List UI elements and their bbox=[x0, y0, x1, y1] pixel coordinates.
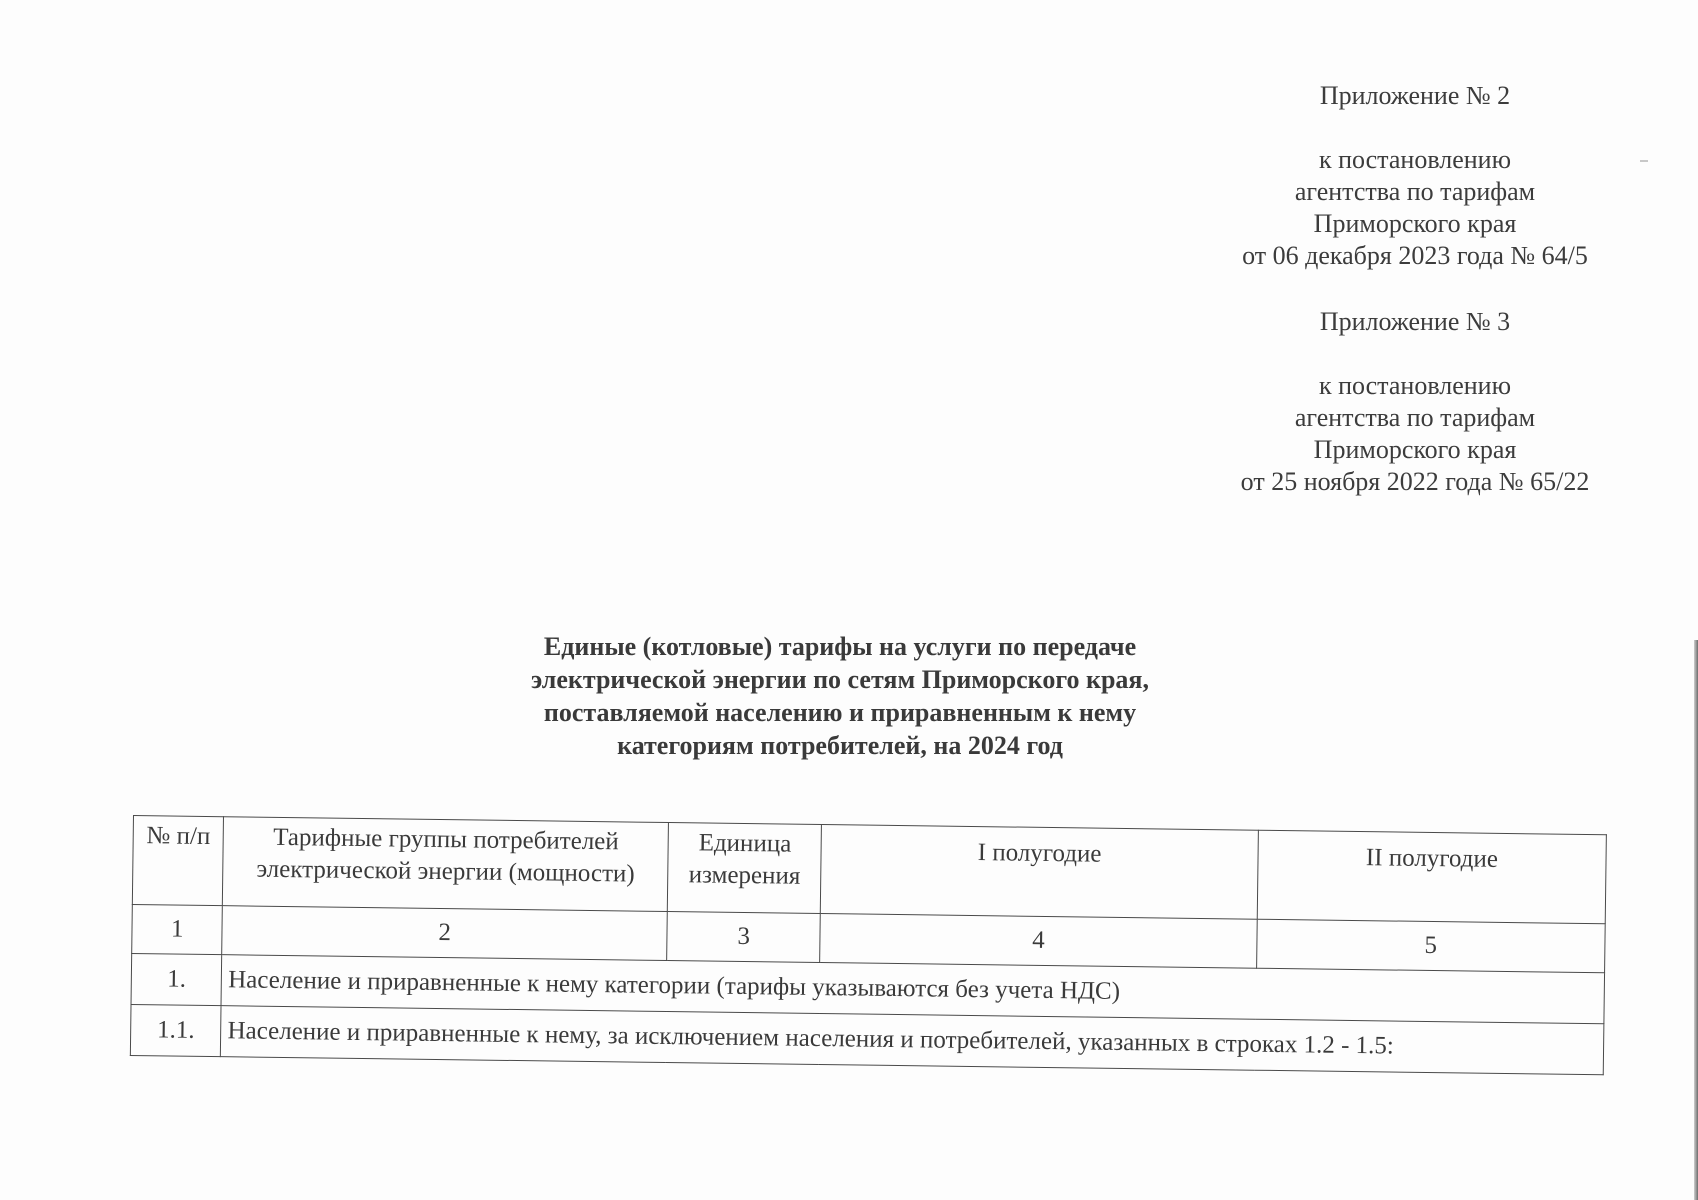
row-text: Население и приравненные к нему, за исключением населения и потребителей, указанных в строках 1.2 - 1.5: bbox=[221, 1006, 1604, 1075]
scan-artifact bbox=[1640, 160, 1648, 162]
column-number: 3 bbox=[667, 912, 821, 963]
appendix-3-line: от 25 ноября 2022 года № 65/22 bbox=[1240, 467, 1590, 496]
header-unit: Единица измерения bbox=[668, 823, 822, 914]
title-line: поставляемой населению и приравненным к нему bbox=[543, 698, 1137, 727]
tariff-table bbox=[130, 815, 1607, 1075]
appendix-2-line: агентства по тарифам bbox=[1294, 177, 1536, 206]
column-number: 5 bbox=[1256, 919, 1605, 973]
appendix-3-heading: Приложение № 3 bbox=[1319, 307, 1511, 336]
appendix-2-line: Приморского края bbox=[1313, 209, 1517, 238]
appendix-3-header bbox=[1220, 306, 1610, 498]
column-number: 1 bbox=[132, 904, 223, 954]
header-tariff-group: Тарифные группы потребителей электрической энергии (мощности) bbox=[223, 817, 669, 912]
row-text: Население и приравненные к нему категории (тарифы указываются без учета НДС) bbox=[221, 955, 1604, 1024]
title-line: электрической энергии по сетям Приморского края, bbox=[531, 665, 1149, 694]
appendix-2-line: от 06 декабря 2023 года № 64/5 bbox=[1242, 241, 1588, 270]
header-num: № п/п bbox=[132, 816, 224, 906]
scan-edge-shadow bbox=[1694, 640, 1698, 1200]
appendix-3-line: агентства по тарифам bbox=[1294, 403, 1536, 432]
appendix-2-heading: Приложение № 2 bbox=[1319, 81, 1511, 110]
header-second-half: II полугодие bbox=[1257, 830, 1606, 924]
appendix-3-line: Приморского края bbox=[1313, 435, 1517, 464]
document-title bbox=[470, 630, 1210, 762]
row-num: 1.1. bbox=[130, 1004, 221, 1056]
title-line: категориям потребителей, на 2024 год bbox=[617, 731, 1063, 760]
row-num: 1. bbox=[131, 953, 222, 1005]
title-line: Единые (котловые) тарифы на услуги по передаче bbox=[543, 632, 1137, 661]
column-number: 4 bbox=[820, 914, 1257, 969]
column-number: 2 bbox=[222, 906, 667, 961]
header-first-half: I полугодие bbox=[821, 825, 1259, 920]
appendix-3-line: к постановлению bbox=[1318, 371, 1512, 400]
appendix-2-header bbox=[1225, 80, 1605, 272]
appendix-2-line: к постановлению bbox=[1318, 145, 1512, 174]
